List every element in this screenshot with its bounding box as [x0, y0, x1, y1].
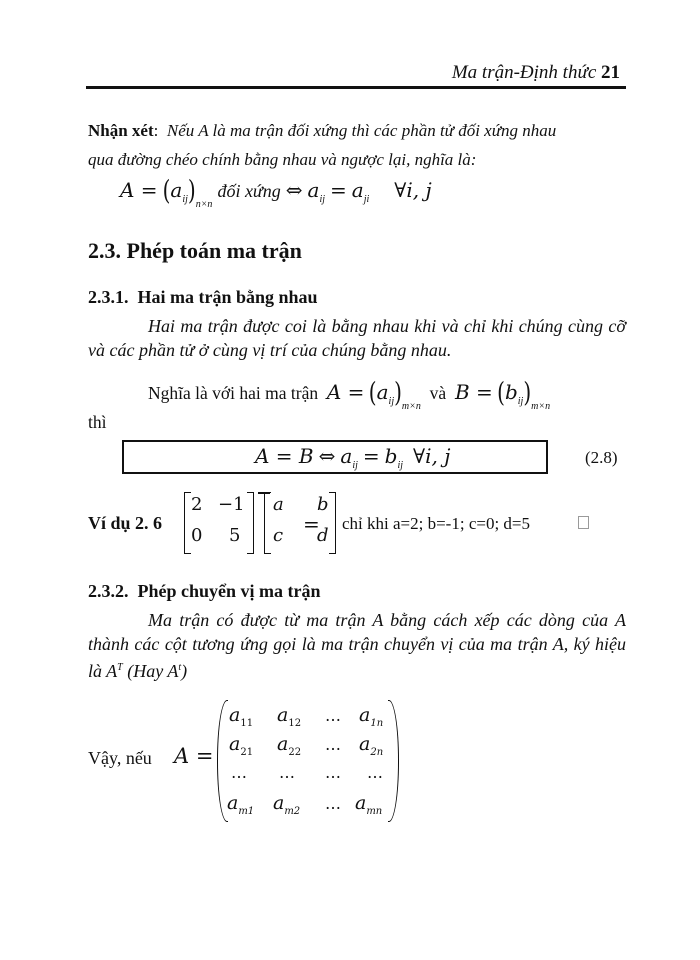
eq-size-sub: n×n: [195, 199, 213, 210]
left-paren: (: [368, 375, 377, 409]
matrix-cell: $a_{21}$: [229, 733, 254, 758]
paragraph-text: (Hay A: [122, 661, 179, 681]
right-paren: ): [187, 173, 196, 207]
left-bracket-matrix: [184, 492, 254, 554]
left-paren: (: [162, 173, 171, 207]
remark-paragraph: [88, 116, 628, 174]
and-word: và: [429, 383, 447, 403]
boxed-a: a: [340, 444, 353, 468]
matrix-lhs: A =: [174, 744, 214, 768]
transpose-superscript: T: [117, 662, 123, 673]
matrix-cell: 5: [229, 525, 241, 546]
matrix-cell: 0: [191, 525, 203, 546]
matrix-cell: $a_{m2}$: [273, 792, 301, 817]
left-paren: (: [497, 375, 505, 409]
eq-element: a: [170, 178, 183, 202]
matrix-cell: …: [325, 706, 341, 725]
equals-symbol: =: [330, 178, 347, 202]
matrix-b-elem-sub: ij: [517, 396, 524, 407]
example-label: Ví dụ 2. 6: [88, 513, 163, 533]
matrix-cell: $a_{22}$: [277, 733, 302, 758]
matrix-cell: $a_{mn}$: [355, 792, 383, 817]
paragraph-text: Hai ma trận được coi là bằng nhau khi và chỉ khi chúng cùng cỡ và các phần tử ở cùng vị trí của chúng bằng nhau.: [88, 316, 626, 360]
matrix-a-name: A =: [326, 380, 365, 404]
meaning-line: [148, 375, 551, 412]
equals-symbol: =: [362, 444, 380, 468]
matrix-cell: $a_{12}$: [277, 704, 302, 729]
matrix-b-size: m×n: [531, 401, 551, 412]
eq-left-sub: ij: [319, 194, 326, 205]
subsection-2-3-1-paragraph: [88, 314, 626, 362]
chapter-title: Ma trận-Định thức: [451, 62, 597, 83]
matrix-cell: …: [325, 763, 341, 782]
matrix-cell: c: [273, 525, 284, 546]
remark-label: Nhận xét: [88, 121, 154, 140]
matrix-cell: b: [317, 494, 329, 515]
subsection-heading-2-3-1: 2.3.1. Hai ma trận bằng nhau: [88, 287, 318, 307]
quantifier: ∀i, j: [394, 178, 432, 202]
remark-text-line1: Nếu A là ma trận đối xứng thì các phần tử đối xứng nhau: [166, 121, 557, 140]
section-heading-2-3: 2.3. Phép toán ma trận: [88, 238, 302, 263]
then-word: thì: [88, 412, 107, 432]
matrix-a-elem-sub: ij: [388, 396, 395, 407]
matrix-a-size: m×n: [401, 401, 421, 412]
right-paren: ): [394, 375, 402, 409]
matrix-cell: …: [325, 735, 341, 754]
eq-phrase: đối xứng: [217, 181, 281, 201]
boxed-lhs: A = B: [255, 444, 314, 468]
iff-symbol: ⇔: [318, 444, 336, 468]
boxed-a-sub: ij: [352, 460, 358, 471]
eq-lhs: A =: [120, 178, 158, 202]
then-if-label: Vậy, nếu: [88, 748, 152, 768]
matrix-cell: $a_{m1}$: [227, 792, 255, 817]
example-condition: chỉ khi a=2; b=-1; c=0; d=5: [342, 514, 531, 533]
matrix-b-name: B =: [454, 380, 493, 404]
matrix-cell: $a_{2n}$: [359, 733, 384, 758]
eq-left-elem: a: [307, 178, 320, 202]
matrix-cell: a: [273, 494, 284, 515]
subsection-2-3-2-paragraph: [88, 608, 626, 683]
header-rule: [86, 86, 626, 89]
right-paren: [388, 700, 399, 822]
matrix-cell: …: [325, 794, 341, 813]
quantifier: ∀i, j: [413, 444, 451, 468]
matrix-cell: 2: [191, 494, 203, 515]
matrix-cell: $a_{1n}$: [359, 704, 384, 729]
boxed-b-sub: ij: [397, 460, 404, 471]
matrix-cell: …: [367, 763, 383, 782]
boxed-b: b: [384, 444, 398, 468]
eq-right-elem: a: [351, 178, 364, 202]
right-paren: ): [523, 375, 532, 409]
meaning-prefix: Nghĩa là với hai ma trận: [148, 383, 319, 403]
matrix-cell: −1: [218, 494, 245, 515]
end-of-example-square-icon: [578, 516, 589, 529]
matrix-cell: $a_{11}$: [229, 704, 254, 729]
right-bracket-matrix: [264, 492, 336, 554]
eq-right-sub: ji: [363, 194, 370, 205]
matrix-cell: d: [317, 525, 329, 546]
paragraph-text: Ma trận có được từ ma trận A bằng cách xếp các dòng của A thành các cột tương ứng gọi là ma trận chuyển vị của ma trận A, ký hiệu là A: [88, 610, 626, 681]
remark-colon: :: [153, 121, 159, 140]
eq-element-sub: ij: [182, 194, 188, 205]
iff-symbol: ⇔: [285, 178, 303, 202]
matrix-b-elem: b: [504, 380, 518, 404]
running-header: [452, 62, 620, 84]
symmetric-matrix-equation: [120, 173, 432, 210]
equation-number: (2.8): [585, 448, 618, 467]
matrix-cell: …: [279, 763, 295, 782]
transpose-superscript-alt: t: [178, 662, 182, 673]
paragraph-text: ): [181, 661, 188, 681]
equals-symbol: =: [303, 512, 320, 536]
general-matrix: [217, 700, 399, 822]
matrix-a-elem: a: [376, 380, 389, 404]
matrix-cell: …: [231, 763, 247, 782]
boxed-equation: [255, 444, 450, 471]
remark-text-line2: qua đường chéo chính bằng nhau và ngược lại, nghĩa là:: [88, 150, 477, 169]
subsection-heading-2-3-2: 2.3.2. Phép chuyển vị ma trận: [88, 581, 321, 601]
page-number: 21: [601, 62, 620, 83]
